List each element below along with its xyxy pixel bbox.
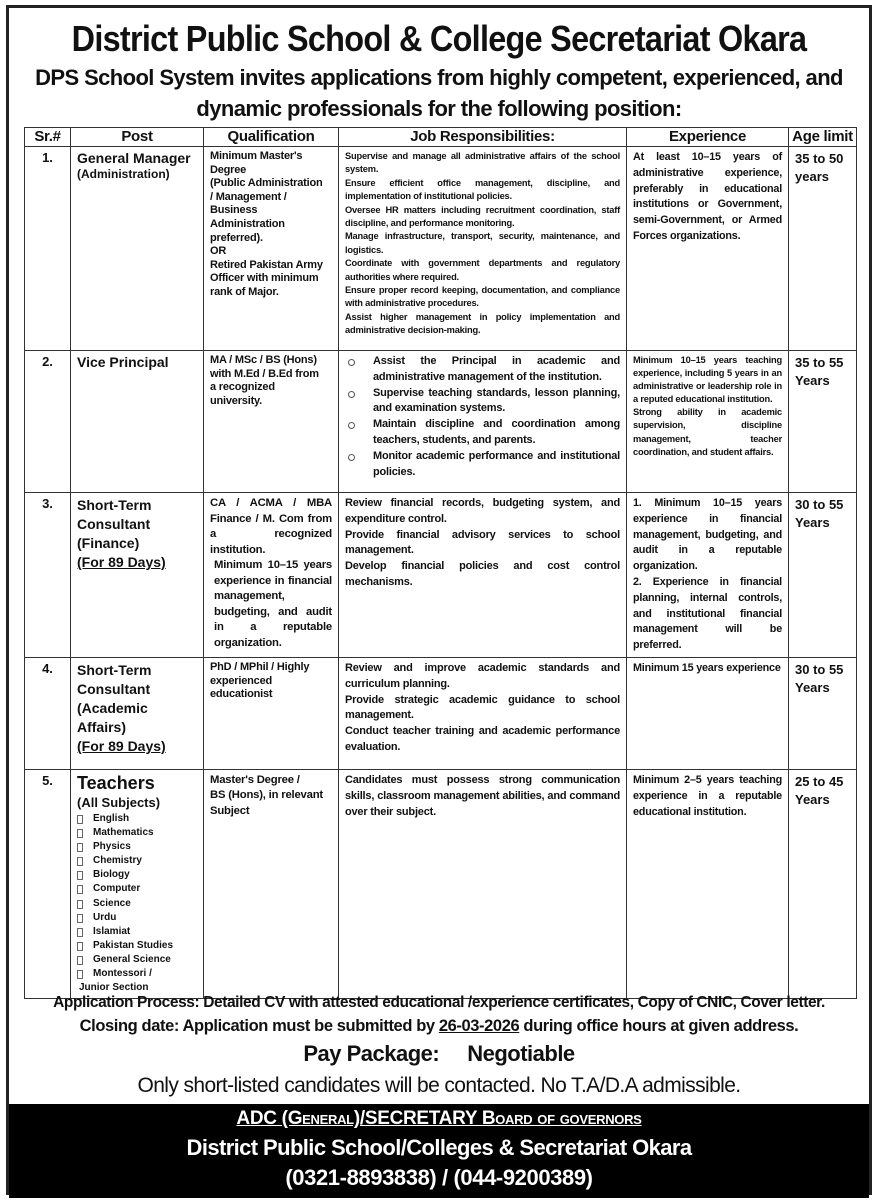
- subject-item: [77, 897, 197, 911]
- qualification-line: Minimum 10–15 years experience in financial management, budgeting, and audit in a reputable organization.: [214, 559, 332, 649]
- post-subtitle: (Administration): [77, 167, 170, 181]
- page-title: District Public School & College Secretariat Okara: [71, 18, 807, 59]
- row-age-limit: [789, 769, 857, 998]
- subject-label: Pakistan Studies: [93, 939, 174, 951]
- post-subtitle: (Finance): [77, 535, 140, 551]
- subject-label: Computer: [93, 883, 141, 895]
- responsibility-item: Develop financial policies and cost control mechanisms.: [345, 560, 620, 588]
- subject-item: [77, 868, 197, 882]
- row-qualification: [204, 147, 339, 351]
- subject-label-continuation: Junior Section: [79, 982, 149, 994]
- checkbox-icon: [77, 928, 83, 937]
- experience-item: 1. Minimum 10–15 years experience in financial management, budgeting, and audit in a reputable organization.: [633, 497, 782, 573]
- column-header-sr: Sr.#: [25, 128, 71, 147]
- age-range: 30 to 55: [795, 497, 844, 512]
- contact-phones: (0321-8893838) / (044-9200389): [285, 1165, 593, 1190]
- column-header-age-limit: Age limit: [789, 128, 857, 147]
- checkbox-icon: [77, 970, 83, 979]
- institution-name: District Public School/Colleges & Secretariat Okara: [186, 1135, 692, 1160]
- qualification-line: Business: [210, 204, 258, 217]
- responsibility-item: Ensure efficient office management, discipline, and implementation of institutional policies.: [345, 177, 620, 202]
- subtitle-line-2: dynamic professionals for the following position:: [196, 96, 682, 121]
- table-row: [25, 769, 857, 998]
- qualification-line: preferred).: [210, 231, 263, 244]
- row-experience: At least 10–15 years of administrative experience, preferably in educational institutions or Government, semi-Government, or Armed Forces organizations.: [627, 147, 789, 351]
- checkbox-icon: [77, 843, 83, 852]
- responsibilities-list: [345, 354, 620, 480]
- subject-label: English: [93, 812, 130, 824]
- post-subtitle: Affairs): [77, 718, 127, 735]
- post-title: Short-Term: [77, 497, 152, 513]
- column-header-experience: Experience: [627, 128, 789, 147]
- row-experience: Minimum 15 years experience: [627, 657, 789, 769]
- qualification-line: university.: [210, 394, 263, 407]
- row-responsibilities: [339, 493, 627, 658]
- subject-item: [77, 939, 197, 953]
- office-title-text: ADC (General)/SECRETARY Board of governors: [236, 1108, 642, 1129]
- row-post: [71, 493, 204, 658]
- age-range: 35 to 50: [795, 151, 844, 166]
- responsibility-item: Review and improve academic standards and curriculum planning.: [345, 661, 620, 690]
- responsibility-item: Monitor academic performance and institutional policies.: [345, 449, 620, 481]
- row-qualification: [204, 769, 339, 998]
- qualification-line: Master's Degree /: [210, 773, 300, 786]
- checkbox-icon: [77, 815, 83, 824]
- qualification-line: Minimum Master's: [210, 150, 303, 162]
- post-title: Consultant: [77, 516, 151, 532]
- column-header-post: Post: [71, 128, 204, 147]
- checkbox-icon: [77, 914, 83, 923]
- subject-item: [77, 925, 197, 939]
- qualification-line: BS (Hons), in relevant: [210, 789, 323, 802]
- subject-item: [77, 911, 197, 925]
- subject-item: [77, 812, 197, 826]
- row-qualification: [204, 657, 339, 769]
- pay-label: Pay Package:: [303, 1041, 440, 1066]
- qualification-line: Degree: [210, 163, 247, 176]
- subtitle-line-1: DPS School System invites applications from highly competent, experienced, and: [35, 65, 843, 90]
- subject-label: General Science: [93, 953, 171, 965]
- application-process-note: Application Process: Detailed CV with attested educational /experience certificates, Copy of CNIC, Cover letter.: [53, 994, 825, 1011]
- responsibility-item: Oversee HR matters including recruitment coordination, staff discipline, and performance monitoring.: [345, 204, 620, 229]
- responsibility-item: Supervise teaching standards, lesson planning, and examination systems.: [345, 386, 620, 418]
- responsibility-item: Review financial records, budgeting system, and expenditure control.: [345, 497, 620, 525]
- checkbox-icon: [77, 871, 83, 880]
- subject-label: Montessori /: [93, 968, 152, 979]
- age-unit: Years: [795, 515, 830, 530]
- table-header-row: [25, 128, 857, 147]
- office-title: [9, 1108, 869, 1130]
- subject-label: Biology: [93, 869, 130, 881]
- post-title: Teachers: [77, 772, 155, 793]
- qualification-line: Administration: [210, 217, 285, 230]
- qualification-line: OR: [210, 245, 227, 258]
- qualification-line: Subject: [210, 804, 250, 817]
- qualification-line: (Public Administration: [210, 177, 323, 190]
- subjects-list: [77, 812, 197, 995]
- responsibility-item: Ensure proper record keeping, documentation, and compliance with administrative procedures.: [345, 285, 620, 309]
- subject-label: Chemistry: [93, 855, 142, 867]
- column-header-responsibilities: Job Responsibilities:: [339, 128, 627, 147]
- row-responsibilities: [339, 351, 627, 493]
- closing-suffix: during office hours at given address.: [519, 1017, 799, 1035]
- checkbox-icon: [77, 942, 83, 951]
- checkbox-icon: [77, 857, 83, 866]
- row-post: [71, 769, 204, 998]
- subject-item: [77, 854, 197, 868]
- contact-footer: [9, 1104, 869, 1198]
- checkbox-icon: [77, 885, 83, 894]
- qualification-line: CA / ACMA / MBA Finance / M. Com from a recognized institution.: [210, 497, 332, 556]
- pay-value: Negotiable: [467, 1041, 575, 1066]
- age-range: 25 to 45: [795, 773, 844, 789]
- subject-label: Physics: [93, 841, 131, 853]
- row-sr: 4.: [25, 657, 71, 769]
- subject-item: [77, 953, 197, 967]
- qualification-line: educationist: [210, 688, 273, 701]
- post-title: Vice Principal: [77, 354, 169, 370]
- post-duration: (For 89 Days): [77, 737, 166, 754]
- checkbox-icon: [77, 956, 83, 965]
- subject-label: Urdu: [93, 911, 117, 923]
- table-row: [25, 147, 857, 351]
- row-experience: [627, 351, 789, 493]
- post-subtitle: (Academic: [77, 699, 148, 716]
- qualification-line: Retired Pakistan Army: [210, 258, 323, 271]
- table-row: [25, 657, 857, 769]
- row-sr: 3.: [25, 493, 71, 658]
- subject-label: Mathematics: [93, 827, 154, 839]
- row-age-limit: [789, 657, 857, 769]
- responsibility-item: Maintain discipline and coordination among teachers, students, and parents.: [345, 417, 620, 449]
- post-subtitle: (All Subjects): [77, 794, 161, 810]
- row-sr: 1.: [25, 147, 71, 351]
- qualification-line: PhD / MPhil / Highly: [210, 660, 310, 673]
- age-unit: Years: [795, 679, 830, 695]
- subject-label: Science: [93, 897, 131, 909]
- age-range: 35 to 55: [795, 355, 844, 370]
- qualification-line: with M.Ed / B.Ed from: [210, 367, 319, 380]
- checkbox-icon: [77, 829, 83, 838]
- qualification-line: a recognized: [210, 381, 275, 394]
- row-age-limit: [789, 351, 857, 493]
- age-range: 30 to 55: [795, 661, 844, 677]
- row-post: [71, 147, 204, 351]
- responsibility-item: Coordinate with government departments and regulatory authorities where required.: [345, 258, 620, 282]
- positions-table: [24, 127, 857, 999]
- post-title: Consultant: [77, 680, 151, 697]
- responsibility-item: Assist higher management in policy implementation and administrative decision-making.: [345, 311, 620, 336]
- responsibility-item: Provide financial advisory services to school management.: [345, 528, 620, 557]
- responsibility-item: Candidates must possess strong communication skills, classroom management abilities, and command over their subject.: [345, 773, 620, 818]
- advertisement-frame: [6, 5, 872, 1195]
- qualification-line: experienced: [210, 674, 273, 687]
- table-row: [25, 493, 857, 658]
- experience-item: 2. Experience in financial planning, internal controls, and institutional financial management will be preferred.: [633, 575, 782, 652]
- row-post: [71, 351, 204, 493]
- qualification-line: rank of Major.: [210, 285, 279, 298]
- age-unit: years: [795, 169, 829, 184]
- row-responsibilities: [339, 147, 627, 351]
- row-qualification: [204, 351, 339, 493]
- post-title: General Manager: [77, 150, 191, 166]
- responsibility-item: Conduct teacher training and academic performance evaluation.: [345, 725, 620, 753]
- subject-item: [77, 967, 197, 995]
- checkbox-icon: [77, 900, 83, 909]
- age-unit: Years: [795, 791, 830, 807]
- row-experience: Minimum 2–5 years teaching experience in a reputable educational institution.: [627, 769, 789, 998]
- qualification-line: / Management /: [210, 190, 287, 203]
- closing-date-note: [9, 1017, 869, 1036]
- shortlist-note: Only short-listed candidates will be contacted. No T.A/D.A admissible.: [137, 1074, 741, 1097]
- age-unit: Years: [795, 373, 830, 388]
- experience-item: Minimum 10–15 years teaching experience, including 5 years in an administrative or leadership role in a reputed educational institution.: [633, 355, 782, 405]
- qualification-line: Officer with minimum: [210, 272, 319, 285]
- qualification-line: MA / MSc / BS (Hons): [210, 354, 317, 366]
- row-experience: [627, 493, 789, 658]
- responsibility-item: Assist the Principal in academic and administrative management of the institution.: [345, 354, 620, 386]
- closing-prefix: Closing date: Application must be submitted by: [79, 1017, 439, 1035]
- responsibility-item: Supervise and manage all administrative affairs of the school system.: [345, 151, 620, 175]
- subject-item: [77, 826, 197, 840]
- row-responsibilities: [339, 769, 627, 998]
- subject-item: [77, 882, 197, 896]
- experience-item: Strong ability in academic supervision, discipline management, teacher coordination, and student affairs.: [633, 407, 782, 457]
- post-title: Short-Term: [77, 661, 152, 678]
- responsibility-item: Manage infrastructure, transport, security, maintenance, and logistics.: [345, 231, 620, 255]
- pay-package: [9, 1041, 869, 1067]
- row-age-limit: [789, 493, 857, 658]
- subject-label: Islamiat: [93, 925, 131, 937]
- row-sr: 2.: [25, 351, 71, 493]
- responsibility-item: Provide strategic academic guidance to school management.: [345, 693, 620, 722]
- column-header-qualification: Qualification: [204, 128, 339, 147]
- closing-date: 26-03-2026: [438, 1017, 520, 1035]
- subject-item: [77, 840, 197, 854]
- table-row: [25, 351, 857, 493]
- row-sr: 5.: [25, 769, 71, 998]
- row-age-limit: [789, 147, 857, 351]
- post-duration: (For 89 Days): [77, 554, 166, 570]
- row-responsibilities: [339, 657, 627, 769]
- row-qualification: [204, 493, 339, 658]
- row-post: [71, 657, 204, 769]
